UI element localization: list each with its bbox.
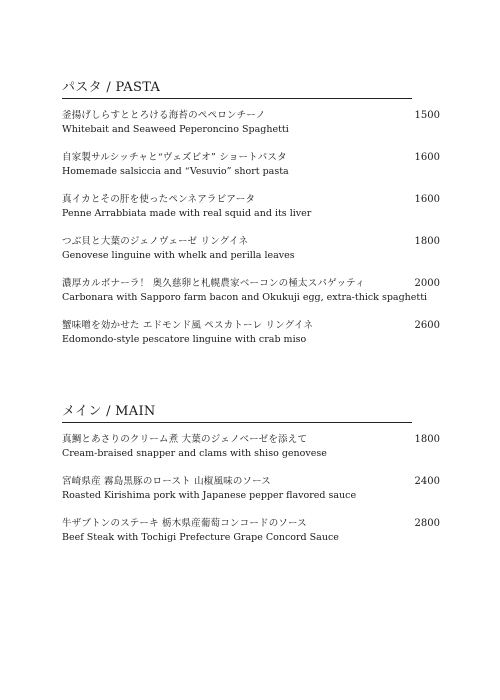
pasta-section <box>62 80 440 361</box>
menu-item-name-en: Whitebait and Seaweed Peperoncino Spaghetti <box>62 124 289 135</box>
menu-item <box>62 433 440 475</box>
menu-item-price: 1600 <box>414 194 440 205</box>
main-section-header: メイン / MAIN <box>62 404 412 423</box>
menu-item-price: 2400 <box>414 476 440 487</box>
menu-item <box>62 109 440 151</box>
menu-item <box>62 151 440 193</box>
menu-item-name-en: Carbonara with Sapporo farm bacon and Okukuji egg, extra-thick spaghetti <box>62 292 428 303</box>
menu-item-name-jp: つぶ貝と大葉のジェノヴェーゼ リングイネ <box>62 236 249 247</box>
main-section <box>62 404 440 559</box>
menu-item-price: 1800 <box>414 236 440 247</box>
menu-item-price: 1600 <box>414 152 440 163</box>
menu-item-name-jp: 濃厚カルボナーラ！ 奥久慈卵と札幌農家ベーコンの極太スパゲッティ <box>62 278 365 289</box>
menu-item-name-jp: 蟹味噌を効かせた エドモンド風 ペスカトーレ リングイネ <box>62 320 314 331</box>
menu-item-price: 1500 <box>414 110 440 121</box>
menu-item-name-en: Cream-braised snapper and clams with shiso genovese <box>62 448 327 459</box>
menu-item <box>62 517 440 559</box>
menu-item <box>62 193 440 235</box>
menu-item-name-en: Homemade salsiccia and “Vesuvio” short pasta <box>62 166 289 177</box>
pasta-section-header: パスタ / PASTA <box>62 80 412 99</box>
menu-item-name-en: Penne Arrabbiata made with real squid and its liver <box>62 208 312 219</box>
menu-item-name-jp: 釜揚げしらすととろける海苔のペペロンチーノ <box>62 110 266 121</box>
menu-item-name-jp: 自家製サルシッチャと“ヴェズビオ” ショートパスタ <box>62 152 287 163</box>
menu-item-name-jp: 牛ザブトンのステーキ 栃木県産葡萄コンコードのソース <box>62 518 307 529</box>
menu-item-name-jp: 真イカとその肝を使ったペンネアラビアータ <box>62 194 256 205</box>
menu-item <box>62 475 440 517</box>
menu-item-name-en: Roasted Kirishima pork with Japanese pepper flavored sauce <box>62 490 357 501</box>
menu-item-price: 1800 <box>414 434 440 445</box>
menu-item-price: 2600 <box>414 320 440 331</box>
menu-item-name-jp: 宮崎県産 霧島黒豚のロースト 山椒風味のソース <box>62 476 272 487</box>
menu-item <box>62 319 440 361</box>
menu-item-price: 2000 <box>414 278 440 289</box>
menu-item <box>62 277 440 319</box>
menu-item-name-jp: 真鯛とあさりのクリーム煮 大葉のジェノベーゼを添えて <box>62 434 308 445</box>
menu-item-price: 2800 <box>414 518 440 529</box>
menu-item-name-en: Beef Steak with Tochigi Prefecture Grape Concord Sauce <box>62 532 339 543</box>
menu-item-name-en: Edomondo-style pescatore linguine with crab miso <box>62 334 307 345</box>
menu-item-name-en: Genovese linguine with whelk and perilla leaves <box>62 250 295 261</box>
menu-item <box>62 235 440 277</box>
